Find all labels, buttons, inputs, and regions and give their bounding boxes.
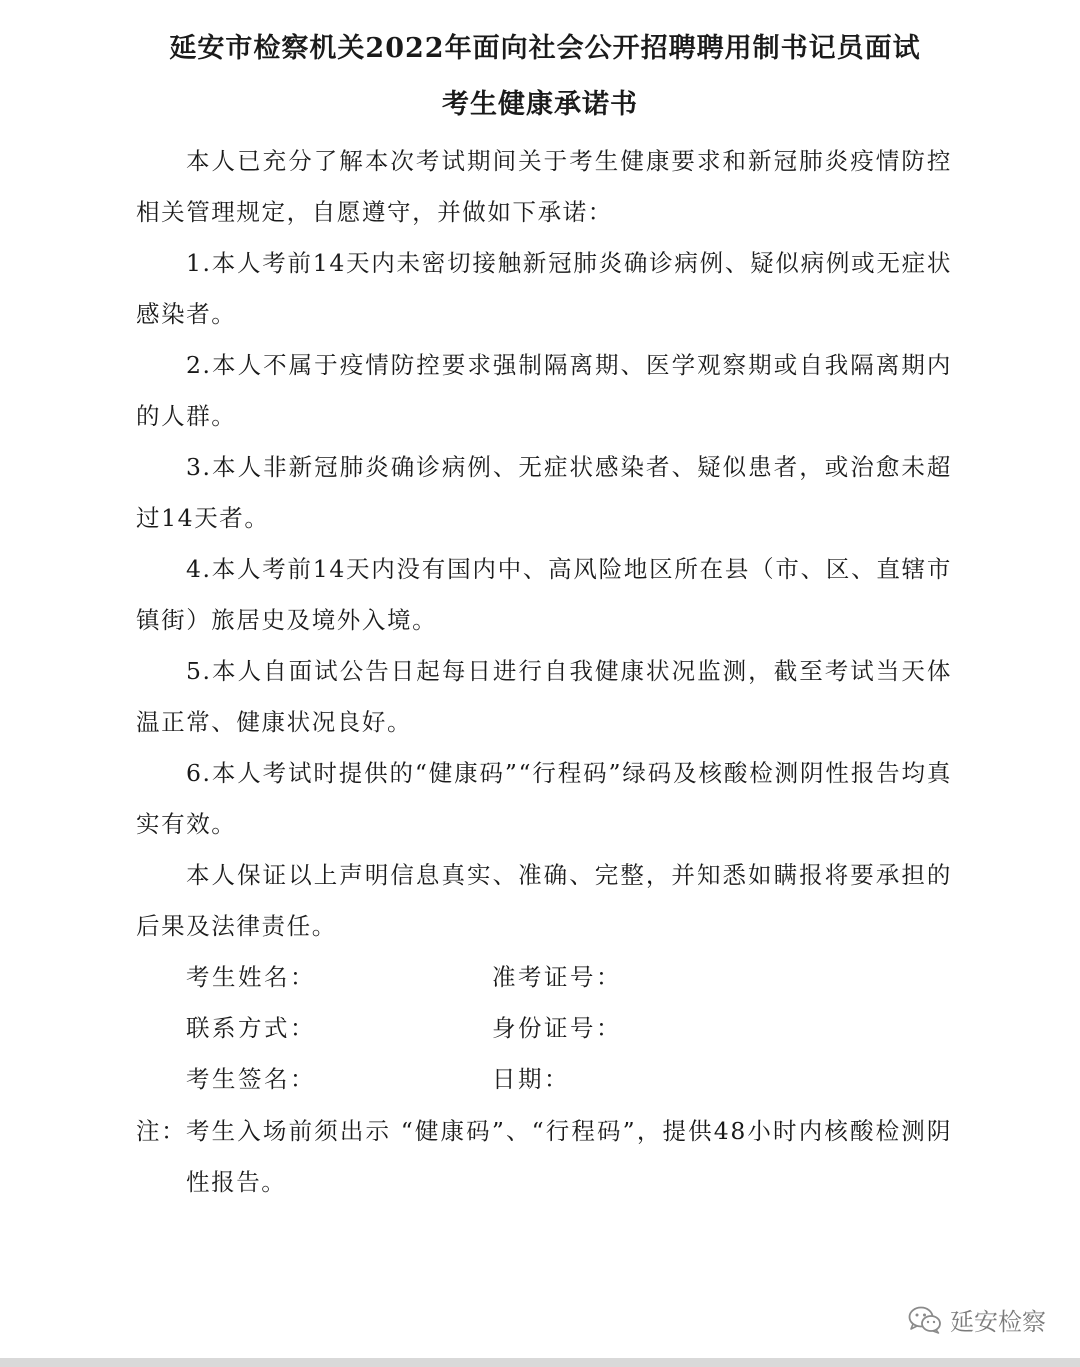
exam-id-label: 准考证号： <box>492 963 622 991</box>
watermark <box>908 1302 1046 1337</box>
watermark-text: 延安检察 <box>950 1308 1046 1336</box>
contact-label: 联系方式： <box>186 1014 316 1042</box>
paragraph-item-3: 3.本人非新冠肺炎确诊病例、无症状感染者、疑似患者，或治愈未超过14天者。 <box>136 453 952 532</box>
bottom-divider <box>0 1358 1080 1367</box>
wechat-icon <box>908 1306 942 1334</box>
paragraph-intro: 本人已充分了解本次考试期间关于考生健康要求和新冠肺炎疫情防控相关管理规定，自愿遵守，并做如下承诺： <box>136 147 952 226</box>
signature-label: 考生签名： <box>186 1065 316 1093</box>
date-label: 日期： <box>492 1065 570 1093</box>
paragraph-item-4: 4.本人考前14天内没有国内中、高风险地区所在县（市、区、直辖市镇街）旅居史及境外入境。 <box>136 555 952 634</box>
paragraph-item-2: 2.本人不属于疫情防控要求强制隔离期、医学观察期或自我隔离期内的人群。 <box>136 351 952 430</box>
document-title-line2: 考生健康承诺书 <box>442 89 638 120</box>
note-text: 考生入场前须出示 “健康码”、“行程码”，提供48小时内核酸检测阴性报告。 <box>186 1117 952 1196</box>
name-label: 考生姓名： <box>186 963 316 991</box>
paragraph-item-6: 6.本人考试时提供的“健康码”“行程码”绿码及核酸检测阴性报告均真实有效。 <box>136 759 952 838</box>
paragraph-item-1: 1.本人考前14天内未密切接触新冠肺炎确诊病例、疑似病例或无症状感染者。 <box>136 249 952 328</box>
paragraph-item-5: 5.本人自面试公告日起每日进行自我健康状况监测，截至考试当天体温正常、健康状况良好。 <box>136 657 952 736</box>
paragraph-guarantee: 本人保证以上声明信息真实、准确、完整，并知悉如瞒报将要承担的后果及法律责任。 <box>136 861 952 940</box>
document-title-line1: 延安市检察机关2022年面向社会公开招聘聘用制书记员面试 <box>169 33 921 64</box>
id-card-label: 身份证号： <box>492 1014 622 1042</box>
note-label: 注： <box>136 1117 187 1145</box>
